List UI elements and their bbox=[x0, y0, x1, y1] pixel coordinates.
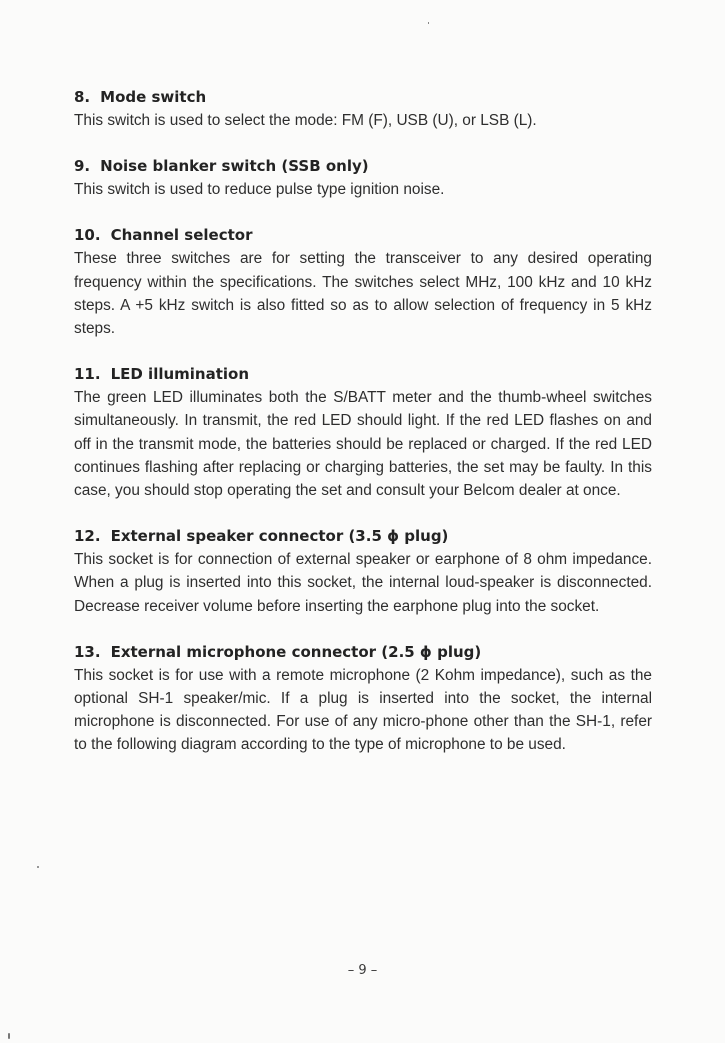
section-noise-blanker bbox=[74, 155, 652, 201]
section-number: 9. bbox=[74, 157, 91, 176]
section-heading bbox=[74, 363, 652, 386]
section-number: 13. bbox=[74, 642, 101, 661]
section-title: LED illumination bbox=[110, 365, 250, 384]
section-body: This switch is used to reduce pulse type ignition noise. bbox=[74, 181, 445, 199]
section-title: Channel selector bbox=[110, 226, 253, 245]
section-heading bbox=[74, 525, 652, 548]
section-number: 8. bbox=[74, 88, 91, 106]
scan-speck bbox=[37, 866, 39, 868]
section-channel-selector bbox=[74, 224, 652, 340]
section-external-microphone bbox=[74, 641, 652, 757]
manual-page bbox=[74, 86, 652, 780]
scan-speck bbox=[8, 1033, 10, 1039]
section-body: This switch is used to select the mode: FM (F), USB (U), or LSB (L). bbox=[74, 112, 537, 129]
section-number: 12. bbox=[74, 527, 101, 546]
section-number: 11. bbox=[74, 365, 101, 384]
section-heading bbox=[74, 224, 652, 247]
section-heading bbox=[74, 86, 652, 109]
section-number: 10. bbox=[74, 226, 101, 245]
section-heading bbox=[74, 641, 652, 664]
section-external-speaker bbox=[74, 525, 652, 618]
page-number: – 9 – bbox=[347, 963, 378, 978]
scan-speck bbox=[428, 22, 429, 24]
section-heading bbox=[74, 155, 652, 178]
section-title: Noise blanker switch (SSB only) bbox=[100, 157, 369, 176]
section-title: Mode switch bbox=[100, 88, 207, 106]
section-led-illumination bbox=[74, 363, 652, 502]
section-title: External microphone connector (2.5 ϕ plug) bbox=[110, 642, 482, 661]
section-title: External speaker connector (3.5 ϕ plug) bbox=[110, 527, 449, 546]
section-body: This socket is for use with a remote microphone (2 Kohm impedance), such as the optional SH-1 speaker/mic. If a plug is inserted into the socket, the internal microphone is disconnected. For use of any micro-phone other than the SH-1, refer to the following diagram according to the type of microphone to be used. bbox=[74, 666, 652, 754]
section-body: These three switches are for setting the transceiver to any desired operating frequency within the specifications. The switches select MHz, 100 kHz and 10 kHz steps. A +5 kHz switch is also fitted so as to allow selection of frequency in 5 kHz steps. bbox=[74, 250, 652, 338]
section-mode-switch bbox=[74, 86, 652, 132]
section-body: This socket is for connection of external speaker or earphone of 8 ohm impedance. When a plug is inserted into this socket, the internal loud-speaker is disconnected. Decrease receiver volume before inserting the earphone plug into the socket. bbox=[74, 551, 652, 615]
section-body: The green LED illuminates both the S/BATT meter and the thumb-wheel switches simultaneously. In transmit, the red LED should light. If the red LED flashes on and off in the transmit mode, the batteries should be replaced or charged. If the red LED continues flashing after replacing or charging batteries, the set may be faulty. In this case, you should stop operating the set and consult your Belcom dealer at once. bbox=[74, 389, 652, 500]
